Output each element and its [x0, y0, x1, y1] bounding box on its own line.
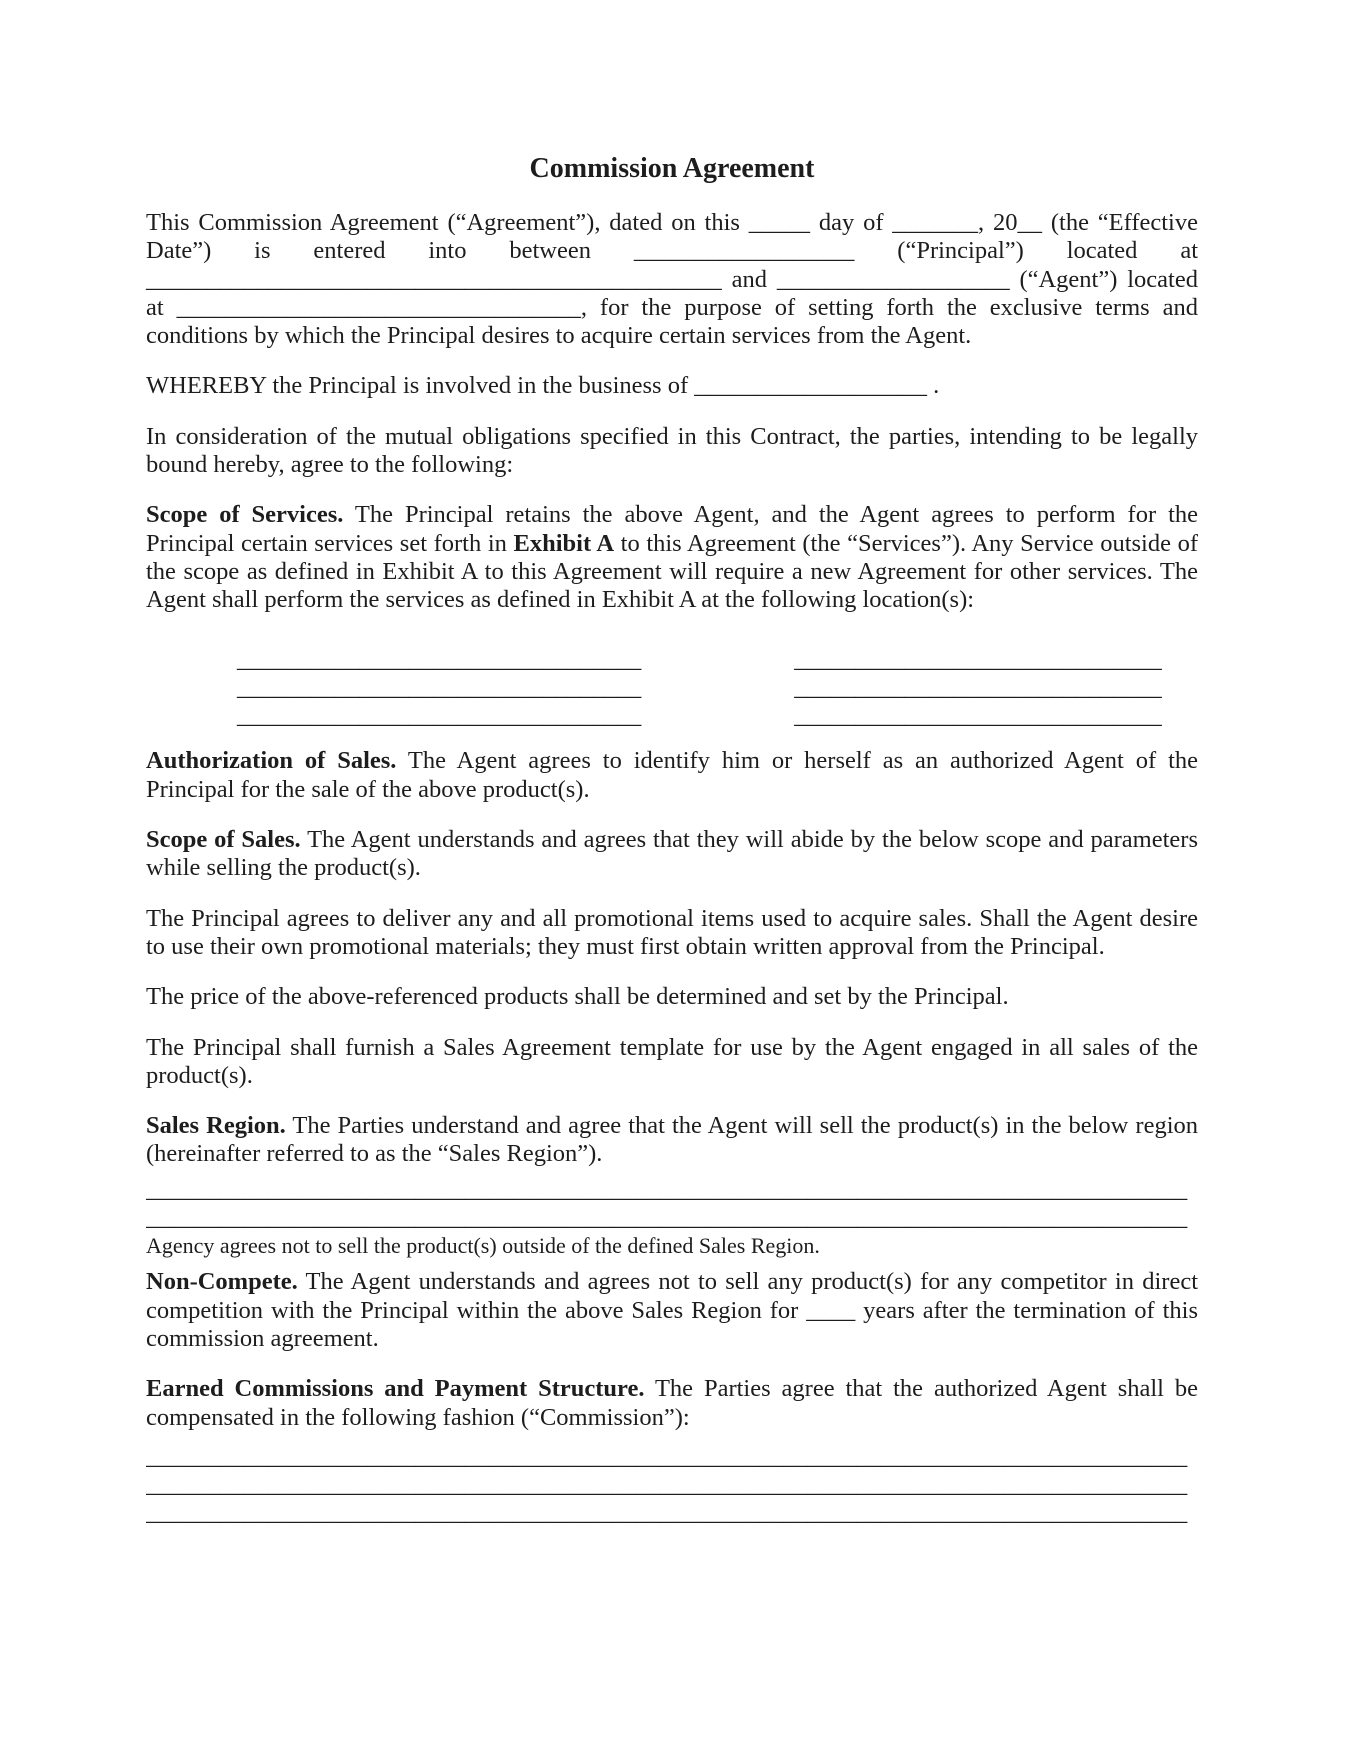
- section-heading-non-compete: Non-Compete.: [146, 1268, 298, 1296]
- fill-in-line: _____________________________________________________________________________________: [146, 1499, 1188, 1527]
- fill-in-line: _____________________________________________________________________________________: [146, 1442, 1188, 1470]
- section-heading-authorization-of-sales: Authorization of Sales.: [146, 747, 397, 775]
- fill-in-line: _____________________________________________________________________________________: [146, 1204, 1188, 1232]
- paragraph-promotional-items: [146, 905, 1198, 962]
- paragraph-text: The Principal shall furnish a Sales Agreement template for use by the Agent engaged in all sales of the product(s).: [146, 1033, 1198, 1089]
- paragraph-authorization-of-sales: [146, 747, 1198, 804]
- paragraph-non-compete: [146, 1268, 1198, 1353]
- paragraph-whereby: [146, 372, 1198, 400]
- section-heading-scope-of-services: Exhibit A: [513, 529, 615, 557]
- paragraph-text: This Commission Agreement (“Agreement”), dated on this _____ day of _______, 20__ (the “Effective Date”) is entered into between __________________ (“Principal”) located at _______________________________________________ and ___________________ (“Agent”) located at _________________________________, for the purpose of setting forth the exclusive terms and conditions by which the Principal desires to acquire certain services from the Agent.: [146, 209, 1198, 350]
- location-blank-right: ______________________________: [794, 673, 1162, 701]
- paragraph-text: The price of the above-referenced products shall be determined and set by the Principal.: [146, 983, 1009, 1011]
- paragraph-intro: [146, 209, 1198, 350]
- section-heading-sales-region: Sales Region.: [146, 1112, 286, 1140]
- paragraph-sales-region: [146, 1112, 1198, 1169]
- paragraph-text: WHEREBY the Principal is involved in the business of ___________________ .: [146, 372, 940, 400]
- section-heading-scope-of-sales: Scope of Sales.: [146, 826, 301, 854]
- sales-region-blanks: [146, 1176, 1198, 1260]
- paragraph-consideration: [146, 423, 1198, 480]
- paragraph-pricing: [146, 983, 1198, 1011]
- location-blank-row: [237, 674, 1198, 702]
- location-blank-left: _________________________________: [237, 645, 642, 673]
- paragraph-text: The Parties agree that the authorized Agent shall be compensated in the following fashion (“Commission”):: [146, 1375, 1198, 1431]
- location-blank-left: _________________________________: [237, 702, 642, 730]
- paragraph-text: to this Agreement (the “Services”). Any Service outside of the scope as defined in Exhibit A to this Agreement will require a new Agreement for other services. The Agent shall perform the services as defined in Exhibit A at the following location(s):: [146, 529, 1198, 614]
- location-blank-right: ______________________________: [794, 645, 1162, 673]
- location-blank-right: ______________________________: [794, 702, 1162, 730]
- document-body: [146, 209, 1198, 1528]
- document-title: Commission Agreement: [529, 153, 815, 184]
- page-content: [146, 0, 1198, 1528]
- location-blank-row: [237, 646, 1198, 674]
- paragraph-scope-of-services: [146, 501, 1198, 614]
- paragraph-text: The Principal agrees to deliver any and all promotional items used to acquire sales. Shall the Agent desire to use their own promotional materials; they must first obtain written approval from the Principal.: [146, 904, 1198, 960]
- section-heading-scope-of-services: Scope of Services.: [146, 501, 344, 529]
- section-heading-earned-commissions: Earned Commissions and Payment Structure.: [146, 1375, 645, 1403]
- location-blank-row: [237, 702, 1198, 730]
- paragraph-sales-agreement-template: [146, 1034, 1198, 1091]
- paragraph-text: The Parties understand and agree that the Agent will sell the product(s) in the below region (hereinafter referred to as the “Sales Region”).: [146, 1112, 1199, 1168]
- commission-blanks: [146, 1443, 1198, 1528]
- location-blank-left: _________________________________: [237, 673, 642, 701]
- paragraph-text: The Agent agrees to identify him or herself as an authorized Agent of the Principal for the sale of the above product(s).: [146, 747, 1199, 803]
- paragraph-text: The Agent understands and agrees not to sell any product(s) for any competitor in direct competition with the Principal within the above Sales Region for ____ years after the termination of this commission agreement.: [146, 1268, 1198, 1352]
- sales-region-caption: Agency agrees not to sell the product(s) outside of the defined Sales Region.: [146, 1233, 820, 1259]
- paragraph-earned-commissions: [146, 1375, 1198, 1432]
- paragraph-text: The Principal retains the above Agent, and the Agent agrees to perform for the Principal certain services set forth in: [146, 501, 1199, 557]
- paragraph-scope-of-sales: [146, 826, 1198, 883]
- service-location-blanks: [146, 646, 1198, 731]
- paragraph-text: The Agent understands and agrees that they will abide by the below scope and parameters while selling the product(s).: [146, 826, 1198, 882]
- fill-in-line: _____________________________________________________________________________________: [146, 1471, 1188, 1499]
- paragraph-text: In consideration of the mutual obligations specified in this Contract, the parties, intending to be legally bound hereby, agree to the following:: [146, 422, 1198, 479]
- fill-in-line: _____________________________________________________________________________________: [146, 1175, 1188, 1203]
